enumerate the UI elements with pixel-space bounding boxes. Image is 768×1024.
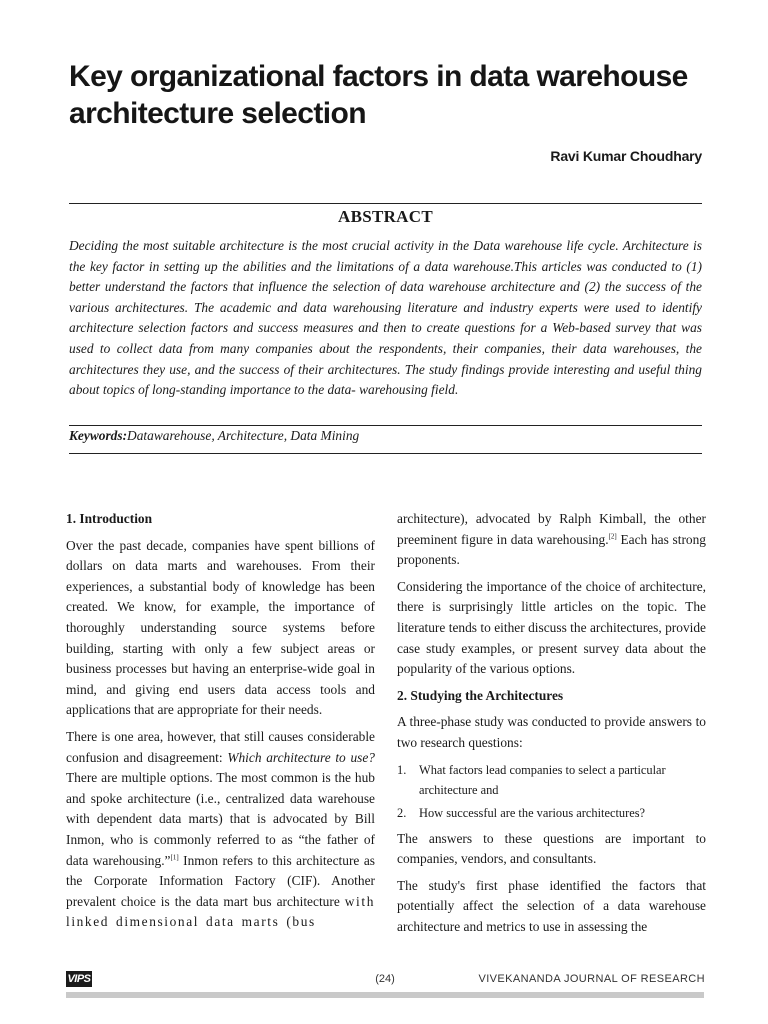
keywords-line bbox=[69, 428, 702, 444]
left-column bbox=[66, 509, 375, 939]
footer-bar bbox=[66, 992, 704, 998]
reference-1: [1] bbox=[170, 853, 179, 862]
first-phase-paragraph: The study's first phase identified the factors that potentially affect the selection of a data warehouse architecture and metrics to use in assessing the bbox=[397, 877, 706, 934]
intro-paragraph-2: There is one area, however, that still causes considerable confusion and disagreement: Which architecture to use? There are multiple options. The most common is the hub and spoke architecture (i.e., centralized data warehouse with dependent data marts) that is advocated by Bill Inmon, who is commonly referred to as “the father of data warehousing.”[1] Inmon refers to this architecture as the Corporate Information Factory (CIF). Another prevalent choice is the data mart bus architecture with linked dimensional data marts (bus bbox=[66, 728, 375, 930]
author-name: Ravi Kumar Choudhary bbox=[550, 148, 702, 164]
research-questions-list bbox=[397, 760, 706, 823]
page-number: (24) bbox=[375, 973, 395, 985]
keywords-label: Keywords: bbox=[69, 428, 128, 443]
list-item: 2. How successful are the various architectures? bbox=[397, 805, 646, 820]
journal-name: VIVEKANANDA JOURNAL OF RESEARCH bbox=[478, 973, 705, 985]
section-heading-introduction: 1. Introduction bbox=[66, 511, 153, 526]
answers-paragraph: The answers to these questions are important to companies, vendors, and consultants. bbox=[397, 830, 706, 867]
keywords-bottom-rule bbox=[69, 453, 702, 454]
keywords-value: Datawarehouse, Architecture, Data Mining bbox=[127, 428, 360, 443]
reference-2: [2] bbox=[608, 532, 617, 541]
which-architecture-question: Which architecture to use? bbox=[227, 749, 375, 765]
journal-logo: VIPS bbox=[67, 973, 91, 985]
keywords-top-rule bbox=[69, 425, 702, 426]
abstract-top-rule bbox=[69, 203, 702, 204]
right-column bbox=[397, 509, 706, 944]
section-heading-studying: 2. Studying the Architectures bbox=[397, 687, 564, 703]
architecture-importance-paragraph: Considering the importance of the choice of architecture, there is surprisingly little articles on the topic. The literature tends to either discuss the architectures, provide case study examples, or present survey data about the popularity of the various options. bbox=[397, 578, 706, 677]
intro-paragraph-1: Over the past decade, companies have spent billions of dollars on data marts and warehouses. From their experiences, a substantial body of knowledge has been created. We know, for example, the importance of thoroughly understanding source systems before building, starting with only a few subject areas or business processes but having an enterprise-wide goal in mind, and giving end users data access tools and applications that are appropriate for their needs. bbox=[66, 537, 375, 718]
list-item: 1. What factors lead companies to select a particular architecture and bbox=[397, 762, 666, 797]
paper-title: Key organizational factors in data warehouse architecture selection bbox=[69, 60, 688, 130]
continued-paragraph: architecture), advocated by Ralph Kimball, the other preeminent figure in data warehousing.[2] Each has strong proponents. bbox=[397, 511, 706, 568]
abstract-body: Deciding the most suitable architecture is the most crucial activity in the Data warehouse life cycle. Architecture is the key factor in setting up the abilities and the limitations of a data warehouse.This articles was conducted to (1) better understand the factors that influence the selection of data warehouse architecture and (2) the success of the various architectures. The academic and data warehousing literature and industry experts were used to identify architecture selection factors and success measures and then to create questions for a Web-based survey that was used to collect data from many companies about the respondents, their companies, their data warehouses, the architectures they use, and the success of their architectures. The study findings provide interesting and useful thing about topics of long-standing importance to the data- warehousing field. bbox=[69, 238, 702, 398]
abstract-heading: ABSTRACT bbox=[338, 207, 433, 226]
study-paragraph: A three-phase study was conducted to provide answers to two research questions: bbox=[397, 714, 706, 750]
